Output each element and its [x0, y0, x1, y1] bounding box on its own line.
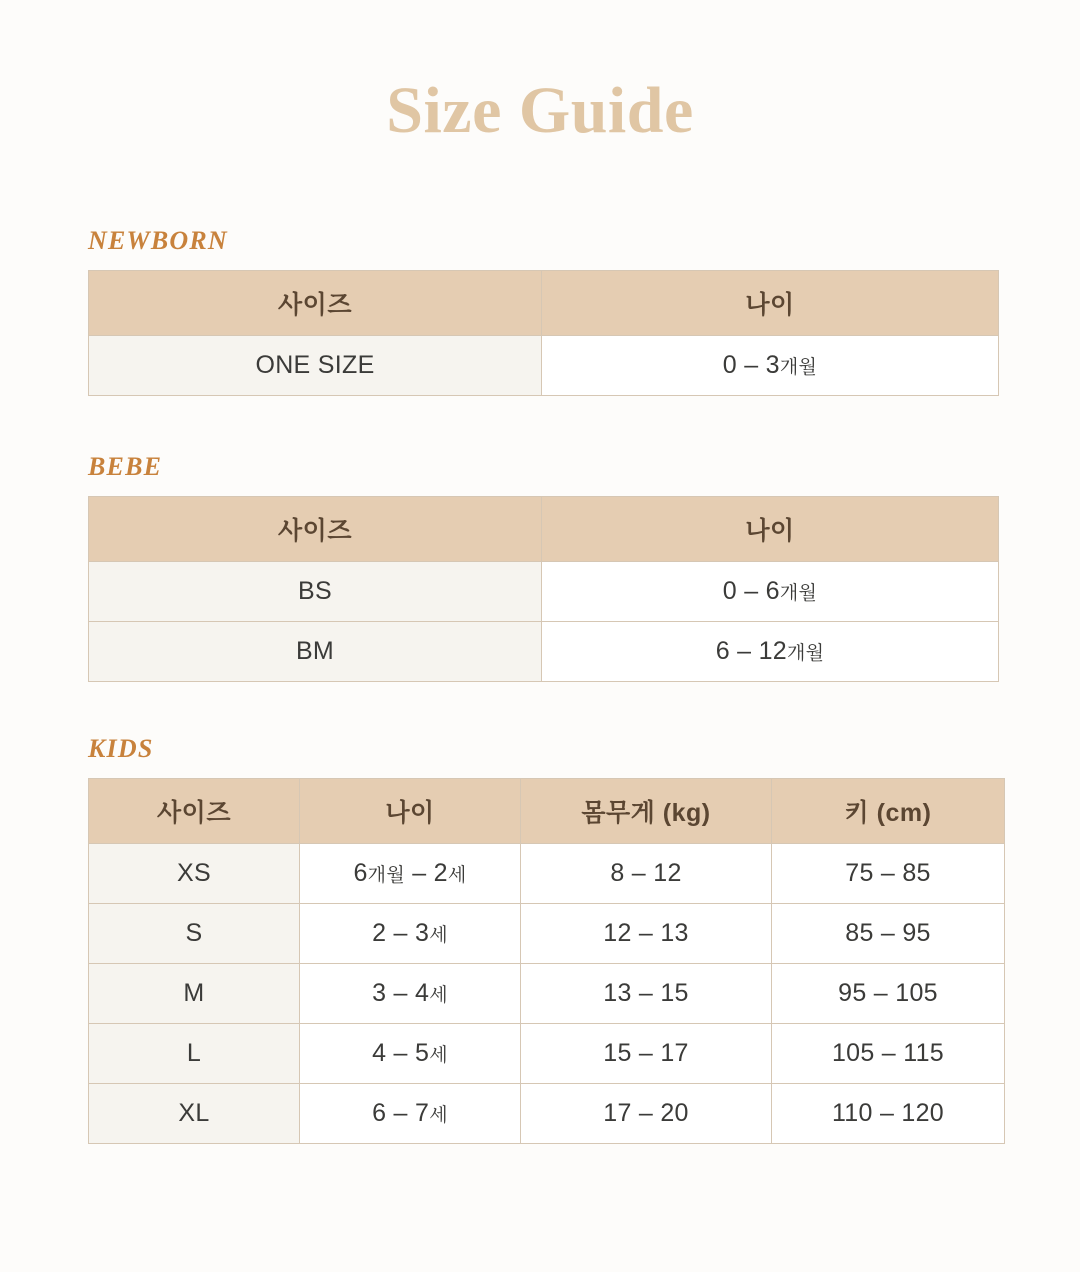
newborn-size-table	[88, 270, 999, 396]
column-header-height: 키 (cm)	[772, 779, 1005, 844]
age-unit-mid: 개월	[367, 865, 405, 886]
cell-size: XL	[89, 1084, 300, 1144]
section-label-newborn: NEWBORN	[88, 226, 228, 255]
cell-age	[542, 336, 999, 396]
table-row	[89, 964, 1005, 1024]
age-value-2: – 2	[404, 859, 448, 887]
section-kids	[88, 734, 992, 1144]
table-row	[89, 1024, 1005, 1084]
cell-height: 95 – 105	[772, 964, 1005, 1024]
table-row	[89, 562, 999, 622]
cell-size: M	[89, 964, 300, 1024]
age-value: 4 – 5	[372, 1039, 430, 1067]
age-value: 6	[353, 859, 368, 887]
table-header-row	[89, 497, 999, 562]
age-unit: 개월	[779, 583, 818, 604]
cell-weight: 13 – 15	[521, 964, 772, 1024]
cell-height: 105 – 115	[772, 1024, 1005, 1084]
cell-size: BS	[89, 562, 542, 622]
cell-age	[300, 844, 521, 904]
age-value: 0 – 6	[722, 577, 780, 605]
cell-age	[300, 964, 521, 1024]
cell-size: S	[89, 904, 300, 964]
table-row	[89, 1084, 1005, 1144]
cell-age	[300, 1024, 521, 1084]
cell-size: BM	[89, 622, 542, 682]
age-unit: 세	[429, 1105, 448, 1126]
cell-age	[300, 1084, 521, 1144]
column-header-size: 사이즈	[89, 497, 542, 562]
cell-size: L	[89, 1024, 300, 1084]
table-header-row	[89, 779, 1005, 844]
cell-height: 85 – 95	[772, 904, 1005, 964]
section-label-bebe: BEBE	[88, 452, 163, 481]
age-unit: 세	[447, 865, 467, 886]
cell-height: 110 – 120	[772, 1084, 1005, 1144]
table-row	[89, 622, 999, 682]
cell-weight: 8 – 12	[521, 844, 772, 904]
age-unit: 개월	[787, 643, 825, 664]
age-unit: 세	[429, 1045, 448, 1066]
column-header-age: 나이	[300, 779, 521, 844]
cell-age	[542, 562, 999, 622]
column-header-size: 사이즈	[89, 271, 542, 336]
cell-weight: 12 – 13	[521, 904, 772, 964]
cell-age	[300, 904, 521, 964]
age-value: 3 – 4	[372, 979, 430, 1007]
cell-weight: 15 – 17	[521, 1024, 772, 1084]
column-header-age: 나이	[542, 271, 999, 336]
table-header-row	[89, 271, 999, 336]
section-bebe	[88, 452, 992, 682]
age-value: 2 – 3	[372, 919, 430, 947]
table-row	[89, 904, 1005, 964]
column-header-weight: 몸무게 (kg)	[521, 779, 772, 844]
page-title: Size Guide	[386, 74, 694, 147]
age-unit: 개월	[779, 357, 818, 378]
cell-size: ONE SIZE	[89, 336, 542, 396]
age-value: 0 – 3	[722, 351, 780, 379]
column-header-age: 나이	[542, 497, 999, 562]
kids-size-table	[88, 778, 1005, 1144]
column-header-size: 사이즈	[89, 779, 300, 844]
cell-weight: 17 – 20	[521, 1084, 772, 1144]
cell-size: XS	[89, 844, 300, 904]
cell-age	[542, 622, 999, 682]
age-value: 6 – 12	[715, 637, 787, 665]
bebe-size-table	[88, 496, 999, 682]
cell-height: 75 – 85	[772, 844, 1005, 904]
age-value: 6 – 7	[372, 1099, 430, 1127]
table-row	[89, 336, 999, 396]
section-newborn	[88, 226, 992, 396]
table-row	[89, 844, 1005, 904]
age-unit: 세	[429, 925, 448, 946]
section-label-kids: KIDS	[88, 734, 154, 763]
age-unit: 세	[429, 985, 448, 1006]
